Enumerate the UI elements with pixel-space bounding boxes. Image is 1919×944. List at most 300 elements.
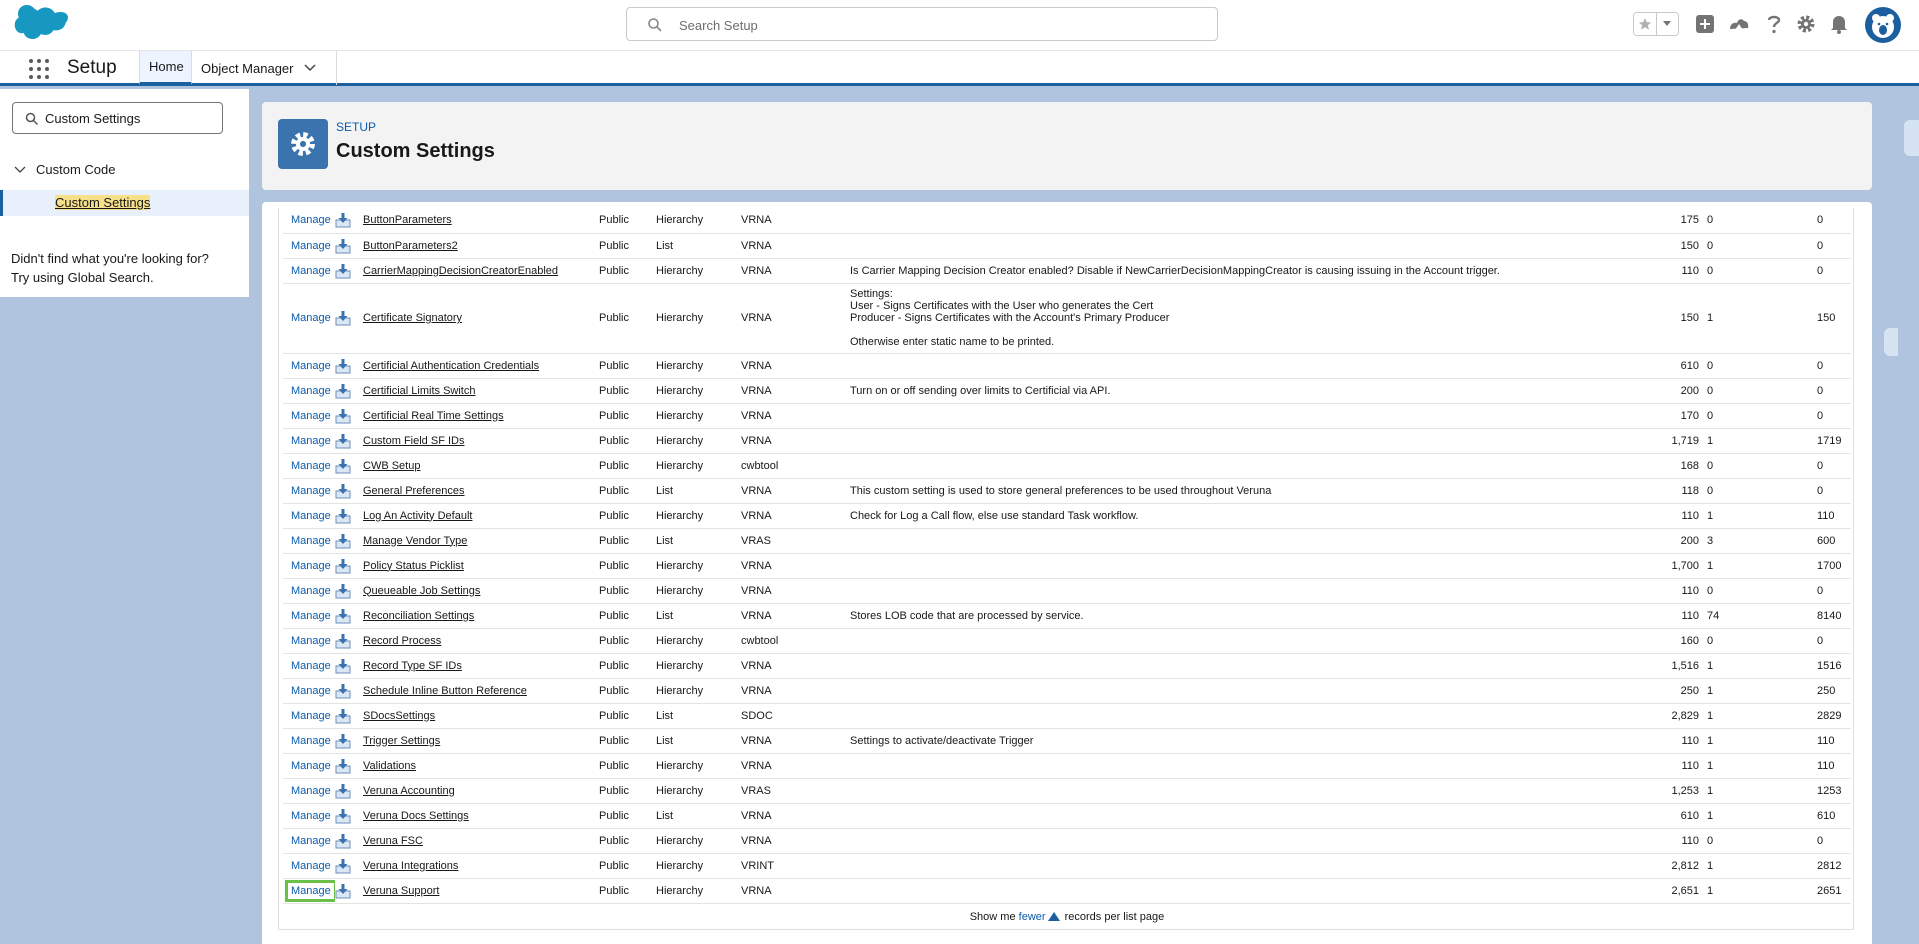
visibility-cell: Public xyxy=(599,378,656,403)
favorites-star-icon[interactable] xyxy=(1634,13,1656,35)
download-cell xyxy=(335,603,361,628)
chevron-down-icon[interactable] xyxy=(304,64,316,72)
size-cell: 168 xyxy=(1628,453,1703,478)
manage-link[interactable]: Manage xyxy=(291,484,331,497)
download-cell xyxy=(335,208,361,233)
download-icon[interactable] xyxy=(335,458,351,474)
download-cell xyxy=(335,553,361,578)
description-cell xyxy=(850,778,1628,803)
description-cell xyxy=(850,703,1628,728)
setting-name-link[interactable]: Record Type SF IDs xyxy=(363,659,462,672)
download-icon[interactable] xyxy=(335,408,351,424)
table-row xyxy=(283,428,1851,453)
size-cell: 110 xyxy=(1628,828,1703,853)
list-frame xyxy=(278,208,1854,930)
download-icon[interactable] xyxy=(335,358,351,374)
type-cell: List xyxy=(656,728,741,753)
action-cell xyxy=(283,353,335,378)
setting-name-link[interactable]: Log An Activity Default xyxy=(363,509,473,522)
type-cell: Hierarchy xyxy=(656,778,741,803)
download-cell xyxy=(335,828,361,853)
action-cell xyxy=(283,603,335,628)
tab-object-manager[interactable] xyxy=(192,51,337,85)
action-cell xyxy=(283,728,335,753)
type-cell: List xyxy=(656,528,741,553)
trailhead-icon[interactable] xyxy=(1728,13,1750,35)
total-size-cell: 0 xyxy=(1817,208,1851,233)
manage-link[interactable]: Manage xyxy=(291,584,331,597)
name-cell xyxy=(361,233,599,258)
namespace-cell: cwbtool xyxy=(741,453,850,478)
records-cell: 1 xyxy=(1703,678,1817,703)
name-cell xyxy=(361,778,599,803)
size-cell: 110 xyxy=(1628,503,1703,528)
type-cell: Hierarchy xyxy=(656,503,741,528)
action-cell xyxy=(283,703,335,728)
setting-name-link[interactable]: Veruna Accounting xyxy=(363,784,455,797)
records-cell: 1 xyxy=(1703,778,1817,803)
size-cell: 110 xyxy=(1628,258,1703,283)
app-launcher-icon[interactable] xyxy=(29,59,49,79)
total-size-cell: 150 xyxy=(1817,283,1851,353)
size-cell: 200 xyxy=(1628,378,1703,403)
visibility-cell: Public xyxy=(599,503,656,528)
manage-link[interactable]: Manage xyxy=(291,239,331,252)
records-cell: 0 xyxy=(1703,453,1817,478)
manage-link[interactable]: Manage xyxy=(291,659,331,672)
total-size-cell: 110 xyxy=(1817,728,1851,753)
setting-name-link[interactable]: Trigger Settings xyxy=(363,734,441,747)
context-bar xyxy=(0,50,1919,86)
name-cell xyxy=(361,753,599,778)
description-line xyxy=(850,324,1628,336)
download-icon[interactable] xyxy=(335,658,351,674)
chevron-down-icon xyxy=(14,166,26,174)
manage-link[interactable]: Manage xyxy=(291,459,331,472)
download-icon[interactable] xyxy=(335,558,351,574)
total-size-cell: 2812 xyxy=(1817,853,1851,878)
global-actions-icon[interactable] xyxy=(1694,13,1716,35)
side-panel-handle[interactable] xyxy=(1884,328,1898,356)
table-row xyxy=(283,753,1851,778)
visibility-cell: Public xyxy=(599,553,656,578)
total-size-cell: 1516 xyxy=(1817,653,1851,678)
action-cell xyxy=(283,208,335,233)
setting-name-link[interactable]: Custom Field SF IDs xyxy=(363,434,465,447)
app-name: Setup xyxy=(67,57,117,78)
table-row xyxy=(283,678,1851,703)
setup-gear-icon xyxy=(278,119,328,169)
description-cell xyxy=(850,553,1628,578)
name-cell xyxy=(361,603,599,628)
setting-name-link[interactable]: ButtonParameters xyxy=(363,214,452,227)
type-cell: Hierarchy xyxy=(656,353,741,378)
setting-name-link[interactable]: Veruna Docs Settings xyxy=(363,809,469,822)
download-icon[interactable] xyxy=(335,783,351,799)
manage-link[interactable]: Manage xyxy=(291,634,331,647)
hint-line: Didn't find what you're looking for? xyxy=(11,251,209,266)
manage-link[interactable]: Manage xyxy=(291,559,331,572)
size-cell: 110 xyxy=(1628,753,1703,778)
type-cell: Hierarchy xyxy=(656,428,741,453)
tree-item-label[interactable]: Custom Settings xyxy=(55,195,151,210)
action-cell xyxy=(283,428,335,453)
setting-name-link[interactable]: SDocsSettings xyxy=(363,709,436,722)
namespace-cell: VRNA xyxy=(741,208,850,233)
type-cell: Hierarchy xyxy=(656,753,741,778)
table-row xyxy=(283,528,1851,553)
action-cell xyxy=(283,478,335,503)
table-row xyxy=(283,703,1851,728)
table-row xyxy=(283,283,1851,353)
tree-item-custom-settings[interactable] xyxy=(0,190,249,216)
action-cell xyxy=(283,653,335,678)
setting-name-link[interactable]: Certificial Authentication Credentials xyxy=(363,359,540,372)
download-icon[interactable] xyxy=(335,383,351,399)
manage-link[interactable]: Manage xyxy=(291,709,331,722)
table-row xyxy=(283,578,1851,603)
namespace-cell: VRNA xyxy=(741,603,850,628)
download-icon[interactable] xyxy=(335,708,351,724)
download-icon[interactable] xyxy=(335,433,351,449)
setting-name-link[interactable]: Veruna FSC xyxy=(363,834,423,847)
type-cell: Hierarchy xyxy=(656,653,741,678)
manage-link[interactable]: Manage xyxy=(291,264,331,277)
download-icon[interactable] xyxy=(335,608,351,624)
namespace-cell: SDOC xyxy=(741,703,850,728)
name-cell xyxy=(361,653,599,678)
total-size-cell: 0 xyxy=(1817,628,1851,653)
download-icon[interactable] xyxy=(335,683,351,699)
setting-name-link[interactable]: Certificial Limits Switch xyxy=(363,384,476,397)
table-row xyxy=(283,828,1851,853)
namespace-cell: VRNA xyxy=(741,878,850,903)
records-cell: 0 xyxy=(1703,478,1817,503)
caret-up-icon[interactable] xyxy=(1048,912,1060,921)
search-icon xyxy=(25,112,39,126)
records-cell: 0 xyxy=(1703,578,1817,603)
type-cell: List xyxy=(656,233,741,258)
tab-home[interactable] xyxy=(139,51,192,85)
download-icon[interactable] xyxy=(335,212,351,228)
manage-link[interactable]: Manage xyxy=(291,359,331,372)
records-cell: 1 xyxy=(1703,728,1817,753)
download-icon[interactable] xyxy=(335,858,351,874)
visibility-cell: Public xyxy=(599,753,656,778)
namespace-cell: VRNA xyxy=(741,578,850,603)
manage-link[interactable]: Manage xyxy=(291,534,331,547)
description-line: Settings: xyxy=(850,288,893,300)
action-cell xyxy=(283,578,335,603)
download-icon[interactable] xyxy=(335,733,351,749)
manage-link[interactable]: Manage xyxy=(291,784,331,797)
description-cell xyxy=(850,453,1628,478)
description-text: Check for Log a Call flow, else use standard Task workflow. xyxy=(850,509,1139,522)
global-header xyxy=(0,0,1919,50)
description-cell xyxy=(850,728,1628,753)
manage-link[interactable]: Manage xyxy=(291,834,331,847)
description-text: Is Carrier Mapping Decision Creator enabled? Disable if NewCarrierDecisionMappingCreator is causing issuing in the Account trigger. xyxy=(850,264,1500,277)
setting-name-link[interactable]: Manage Vendor Type xyxy=(363,534,468,547)
description-text: Stores LOB code that are processed by service. xyxy=(850,609,1084,622)
download-cell xyxy=(335,528,361,553)
name-cell xyxy=(361,628,599,653)
description-cell xyxy=(850,828,1628,853)
total-size-cell: 0 xyxy=(1817,578,1851,603)
tab-object-manager-label: Object Manager xyxy=(201,60,294,76)
visibility-cell: Public xyxy=(599,628,656,653)
name-cell xyxy=(361,678,599,703)
favorites-dropdown-icon[interactable] xyxy=(1656,13,1678,35)
visibility-cell: Public xyxy=(599,258,656,283)
download-cell xyxy=(335,378,361,403)
download-cell xyxy=(335,233,361,258)
page-eyebrow: SETUP xyxy=(336,120,377,134)
size-cell: 150 xyxy=(1628,283,1703,353)
type-cell: Hierarchy xyxy=(656,208,741,233)
download-icon[interactable] xyxy=(335,533,351,549)
setting-name-link[interactable]: Schedule Inline Button Reference xyxy=(363,684,527,697)
setting-name-link[interactable]: Veruna Integrations xyxy=(363,859,459,872)
page-header xyxy=(262,102,1872,190)
table-row xyxy=(283,503,1851,528)
manage-link[interactable]: Manage xyxy=(291,312,331,324)
records-cell: 1 xyxy=(1703,553,1817,578)
manage-link[interactable]: Manage xyxy=(291,684,331,697)
table-row xyxy=(283,453,1851,478)
quick-find-input[interactable] xyxy=(45,108,215,128)
size-cell: 250 xyxy=(1628,678,1703,703)
total-size-cell: 2829 xyxy=(1817,703,1851,728)
download-icon[interactable] xyxy=(335,808,351,824)
download-cell xyxy=(335,803,361,828)
table-row xyxy=(283,628,1851,653)
visibility-cell: Public xyxy=(599,403,656,428)
visibility-cell: Public xyxy=(599,803,656,828)
quick-find-box[interactable] xyxy=(12,102,223,134)
manage-link[interactable]: Manage xyxy=(291,214,331,227)
total-size-cell: 0 xyxy=(1817,478,1851,503)
records-cell: 0 xyxy=(1703,353,1817,378)
description-cell xyxy=(850,208,1628,233)
setup-search-input[interactable] xyxy=(679,14,1199,36)
manage-link[interactable]: Manage xyxy=(291,609,331,622)
total-size-cell: 0 xyxy=(1817,353,1851,378)
namespace-cell: VRAS xyxy=(741,528,850,553)
name-cell xyxy=(361,703,599,728)
namespace-cell: cwbtool xyxy=(741,628,850,653)
visibility-cell: Public xyxy=(599,428,656,453)
show-fewer-link[interactable]: fewer xyxy=(1018,911,1046,923)
download-icon[interactable] xyxy=(335,633,351,649)
download-icon[interactable] xyxy=(335,483,351,499)
type-cell: Hierarchy xyxy=(656,553,741,578)
description-cell xyxy=(850,283,1628,353)
user-avatar[interactable] xyxy=(1865,7,1901,43)
namespace-cell: VRAS xyxy=(741,778,850,803)
records-cell: 0 xyxy=(1703,233,1817,258)
name-cell xyxy=(361,428,599,453)
pager-suffix: records per list page xyxy=(1064,911,1165,923)
download-cell xyxy=(335,353,361,378)
name-cell xyxy=(361,378,599,403)
table-row xyxy=(283,778,1851,803)
namespace-cell: VRNA xyxy=(741,728,850,753)
download-cell xyxy=(335,403,361,428)
records-cell: 1 xyxy=(1703,428,1817,453)
records-cell: 0 xyxy=(1703,403,1817,428)
setting-name-link[interactable]: Queueable Job Settings xyxy=(363,584,481,597)
manage-link[interactable]: Manage xyxy=(291,734,331,747)
manage-link[interactable]: Manage xyxy=(291,759,331,772)
description-cell xyxy=(850,403,1628,428)
download-icon[interactable] xyxy=(335,263,351,279)
setting-name-link[interactable]: Policy Status Picklist xyxy=(363,559,464,572)
hint-line: Try using Global Search. xyxy=(11,270,154,285)
tree-item-label: Custom Code xyxy=(36,162,116,177)
namespace-cell: VRNA xyxy=(741,753,850,778)
size-cell: 2,812 xyxy=(1628,853,1703,878)
namespace-cell: VRNA xyxy=(741,478,850,503)
namespace-cell: VRNA xyxy=(741,678,850,703)
total-size-cell: 600 xyxy=(1817,528,1851,553)
total-size-cell: 0 xyxy=(1817,453,1851,478)
size-cell: 2,651 xyxy=(1628,878,1703,903)
size-cell: 1,516 xyxy=(1628,653,1703,678)
total-size-cell: 1719 xyxy=(1817,428,1851,453)
total-size-cell: 250 xyxy=(1817,678,1851,703)
download-icon[interactable] xyxy=(335,310,351,326)
setting-name-link[interactable]: ButtonParameters2 xyxy=(363,239,458,252)
action-cell xyxy=(283,258,335,283)
manage-link[interactable]: Manage xyxy=(291,409,331,422)
namespace-cell: VRNA xyxy=(741,653,850,678)
notifications-bell-icon[interactable] xyxy=(1828,13,1850,35)
action-cell xyxy=(283,453,335,478)
manage-link[interactable]: Manage xyxy=(291,384,331,397)
total-size-cell: 0 xyxy=(1817,378,1851,403)
name-cell xyxy=(361,853,599,878)
table-row xyxy=(283,603,1851,628)
setup-gear-icon[interactable] xyxy=(1795,13,1817,35)
setting-name-link[interactable]: Certificial Real Time Settings xyxy=(363,409,504,422)
manage-link[interactable]: Manage xyxy=(291,434,331,447)
total-size-cell: 0 xyxy=(1817,233,1851,258)
size-cell: 610 xyxy=(1628,803,1703,828)
table-row xyxy=(283,258,1851,283)
setting-name-link[interactable]: CarrierMappingDecisionCreatorEnabled xyxy=(363,264,559,277)
download-cell xyxy=(335,778,361,803)
setting-name-link[interactable]: Record Process xyxy=(363,634,442,647)
namespace-cell: VRNA xyxy=(741,283,850,353)
download-icon[interactable] xyxy=(335,508,351,524)
help-icon[interactable] xyxy=(1763,13,1785,35)
setting-name-link[interactable]: Certificate Signatory xyxy=(363,312,463,324)
table-row xyxy=(283,803,1851,828)
visibility-cell: Public xyxy=(599,878,656,903)
size-cell: 175 xyxy=(1628,208,1703,233)
setting-name-link[interactable]: Reconciliation Settings xyxy=(363,609,475,622)
manage-link[interactable]: Manage xyxy=(288,883,334,899)
name-cell xyxy=(361,878,599,903)
description-cell xyxy=(850,528,1628,553)
panel-edge-handle[interactable] xyxy=(1904,120,1919,156)
custom-settings-list xyxy=(262,202,1872,944)
action-cell xyxy=(283,678,335,703)
total-size-cell: 1700 xyxy=(1817,553,1851,578)
action-cell xyxy=(283,853,335,878)
records-cell: 3 xyxy=(1703,528,1817,553)
manage-link[interactable]: Manage xyxy=(291,509,331,522)
download-icon[interactable] xyxy=(335,583,351,599)
setting-name-link[interactable]: Veruna Support xyxy=(363,884,440,897)
description-text: Settings to activate/deactivate Trigger xyxy=(850,734,1034,747)
total-size-cell: 0 xyxy=(1817,258,1851,283)
download-icon[interactable] xyxy=(335,758,351,774)
namespace-cell: VRNA xyxy=(741,233,850,258)
records-cell: 1 xyxy=(1703,853,1817,878)
records-cell: 1 xyxy=(1703,753,1817,778)
download-cell xyxy=(335,428,361,453)
download-icon[interactable] xyxy=(335,883,351,899)
size-cell: 160 xyxy=(1628,628,1703,653)
description-line: Producer - Signs Certificates with the Account's Primary Producer xyxy=(850,312,1170,324)
tree-item-custom-code[interactable] xyxy=(14,162,115,177)
description-cell xyxy=(850,853,1628,878)
description-cell xyxy=(850,428,1628,453)
table-row xyxy=(283,728,1851,753)
type-cell: Hierarchy xyxy=(656,453,741,478)
setting-name-link[interactable]: CWB Setup xyxy=(363,459,421,472)
salesforce-logo[interactable] xyxy=(14,5,72,45)
global-search-hint xyxy=(11,249,241,287)
download-cell xyxy=(335,503,361,528)
manage-link[interactable]: Manage xyxy=(291,859,331,872)
name-cell xyxy=(361,553,599,578)
type-cell: List xyxy=(656,478,741,503)
type-cell: Hierarchy xyxy=(656,853,741,878)
visibility-cell: Public xyxy=(599,778,656,803)
table-row xyxy=(283,378,1851,403)
type-cell: List xyxy=(656,703,741,728)
description-cell xyxy=(850,628,1628,653)
action-cell xyxy=(283,503,335,528)
type-cell: Hierarchy xyxy=(656,628,741,653)
download-cell xyxy=(335,753,361,778)
visibility-cell: Public xyxy=(599,478,656,503)
download-icon[interactable] xyxy=(335,238,351,254)
download-icon[interactable] xyxy=(335,833,351,849)
description-cell xyxy=(850,753,1628,778)
records-cell: 0 xyxy=(1703,628,1817,653)
description-cell xyxy=(850,503,1628,528)
visibility-cell: Public xyxy=(599,233,656,258)
setup-search-box[interactable] xyxy=(626,7,1218,41)
namespace-cell: VRNA xyxy=(741,553,850,578)
records-cell: 1 xyxy=(1703,703,1817,728)
setting-name-link[interactable]: General Preferences xyxy=(363,484,465,497)
favorites-group xyxy=(1633,12,1679,36)
namespace-cell: VRNA xyxy=(741,378,850,403)
manage-link[interactable]: Manage xyxy=(291,809,331,822)
setting-name-link[interactable]: Validations xyxy=(363,759,416,772)
name-cell xyxy=(361,728,599,753)
download-cell xyxy=(335,283,361,353)
records-cell: 0 xyxy=(1703,208,1817,233)
size-cell: 610 xyxy=(1628,353,1703,378)
action-cell xyxy=(283,828,335,853)
table-row xyxy=(283,403,1851,428)
